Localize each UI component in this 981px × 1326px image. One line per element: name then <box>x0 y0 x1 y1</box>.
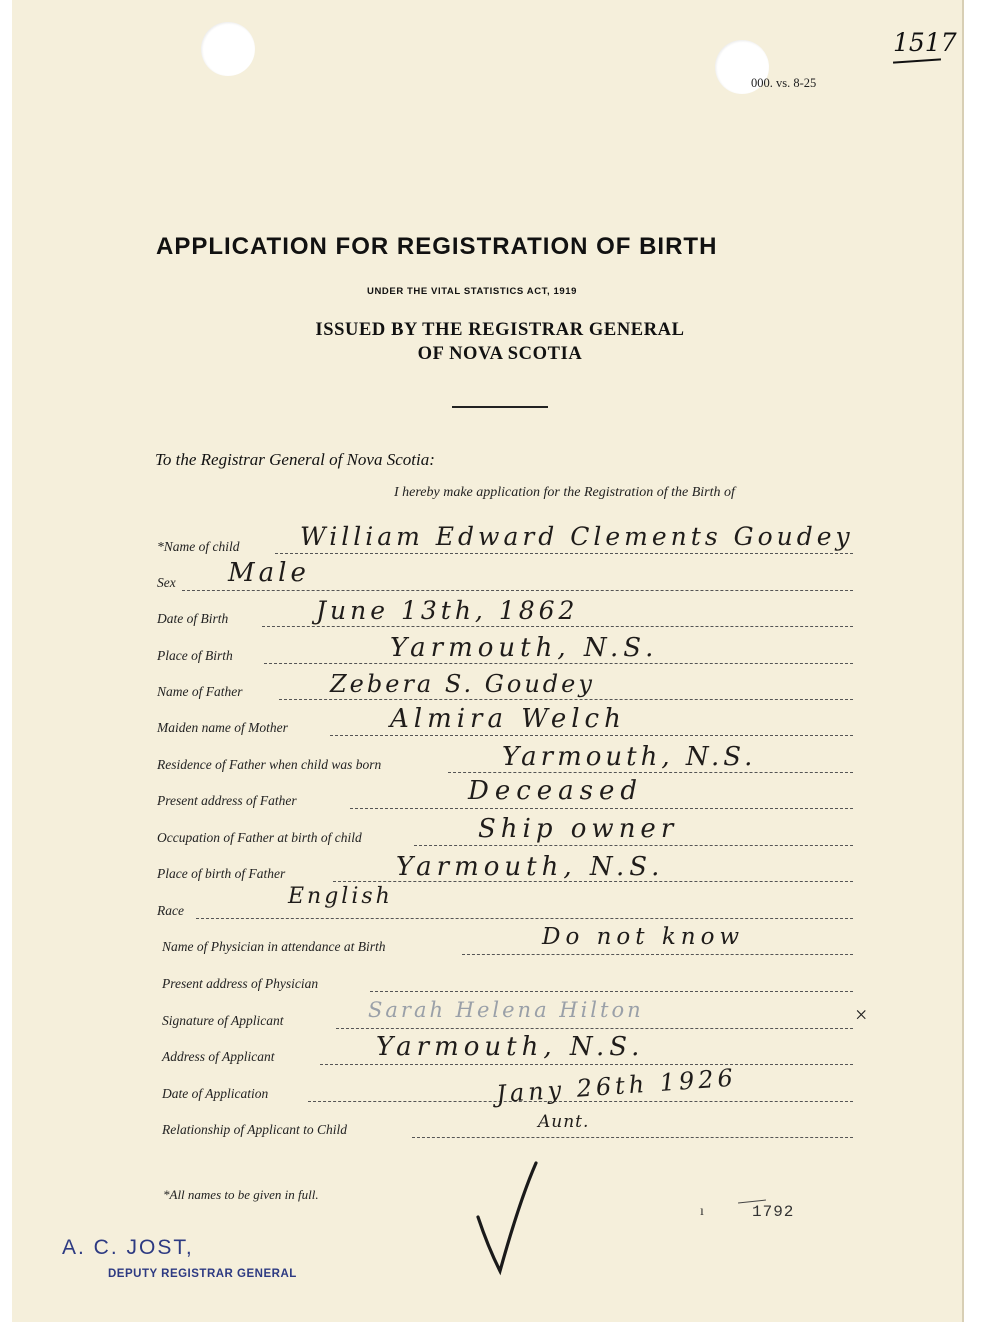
field-line <box>462 954 853 955</box>
check-mark-icon <box>470 1155 550 1280</box>
field-value: Aunt. <box>538 1112 590 1132</box>
issuer-line-2: OF NOVA SCOTIA <box>417 344 583 364</box>
field-label: Sex <box>157 575 176 590</box>
title-rule <box>452 406 548 408</box>
x-mark: × <box>855 1002 868 1027</box>
addressee: To the Registrar General of Nova Scotia: <box>155 450 435 469</box>
field-line <box>370 991 853 992</box>
field-line <box>336 1028 853 1029</box>
field-label: Place of birth of Father <box>157 866 286 881</box>
field-value: Jany 26th 1926 <box>495 1063 738 1109</box>
intro-text: I hereby make application for the Registration of the Birth of <box>394 485 735 500</box>
field-value: Do not know <box>542 924 745 950</box>
field-value: Yarmouth, N.S. <box>502 742 757 772</box>
field-line <box>182 590 853 591</box>
field-label: Residence of Father when child was born <box>157 757 382 772</box>
tick-mark: ı <box>700 1204 704 1219</box>
form-code: 000. vs. 8-25 <box>751 76 817 90</box>
field-label: Place of Birth <box>157 648 233 663</box>
field-line <box>414 845 853 846</box>
field-line <box>262 626 853 627</box>
field-label: Relationship of Applicant to Child <box>162 1122 347 1137</box>
field-label: *Name of child <box>157 539 240 554</box>
file-number: 1517 <box>893 28 957 57</box>
field-label: Name of Physician in attendance at Birth <box>162 939 386 954</box>
field-line <box>350 808 853 809</box>
field-label: Race <box>157 903 184 918</box>
field-value: June 13th, 1862 <box>316 596 579 625</box>
applicant-signature: Sarah Helena Hilton <box>368 998 644 1022</box>
field-value: Ship owner <box>478 814 679 844</box>
field-value: Almira Welch <box>390 704 626 734</box>
field-label: Date of Application <box>162 1086 269 1101</box>
punch-hole <box>201 22 255 76</box>
field-label: Occupation of Father at birth of child <box>157 830 362 845</box>
field-label: Maiden name of Mother <box>157 720 288 735</box>
field-line <box>330 735 853 736</box>
field-line <box>448 772 853 773</box>
field-line <box>275 553 853 554</box>
field-label: Present address of Physician <box>162 976 319 991</box>
registration-number: 1792 <box>752 1203 795 1221</box>
footnote: *All names to be given in full. <box>163 1187 319 1202</box>
field-line <box>320 1064 853 1065</box>
field-value: Male <box>228 558 310 588</box>
field-value: Yarmouth, N.S. <box>390 633 659 663</box>
field-value: William Edward Clements Goudey <box>300 522 854 551</box>
field-line <box>279 699 853 700</box>
field-value: Yarmouth, N.S. <box>396 852 665 882</box>
field-value: English <box>288 884 393 909</box>
issuer-line-1: ISSUED BY THE REGISTRAR GENERAL <box>315 320 685 340</box>
field-label: Signature of Applicant <box>162 1013 284 1028</box>
document-subtitle: UNDER THE VITAL STATISTICS ACT, 1919 <box>367 286 578 297</box>
field-label: Address of Applicant <box>162 1049 275 1064</box>
document-title: APPLICATION FOR REGISTRATION OF BIRTH <box>156 233 718 260</box>
field-line <box>196 918 853 919</box>
field-label: Date of Birth <box>157 611 229 626</box>
field-label: Present address of Father <box>157 793 297 808</box>
stamp-title: DEPUTY REGISTRAR GENERAL <box>108 1268 297 1280</box>
stamp-name: A. C. JOST, <box>62 1236 194 1259</box>
field-label: Name of Father <box>157 684 243 699</box>
field-line <box>412 1137 853 1138</box>
field-value: Deceased <box>468 776 644 806</box>
field-value: Yarmouth, N.S. <box>376 1032 645 1062</box>
field-line <box>264 663 853 664</box>
field-value: Zebera S. Goudey <box>330 670 595 698</box>
